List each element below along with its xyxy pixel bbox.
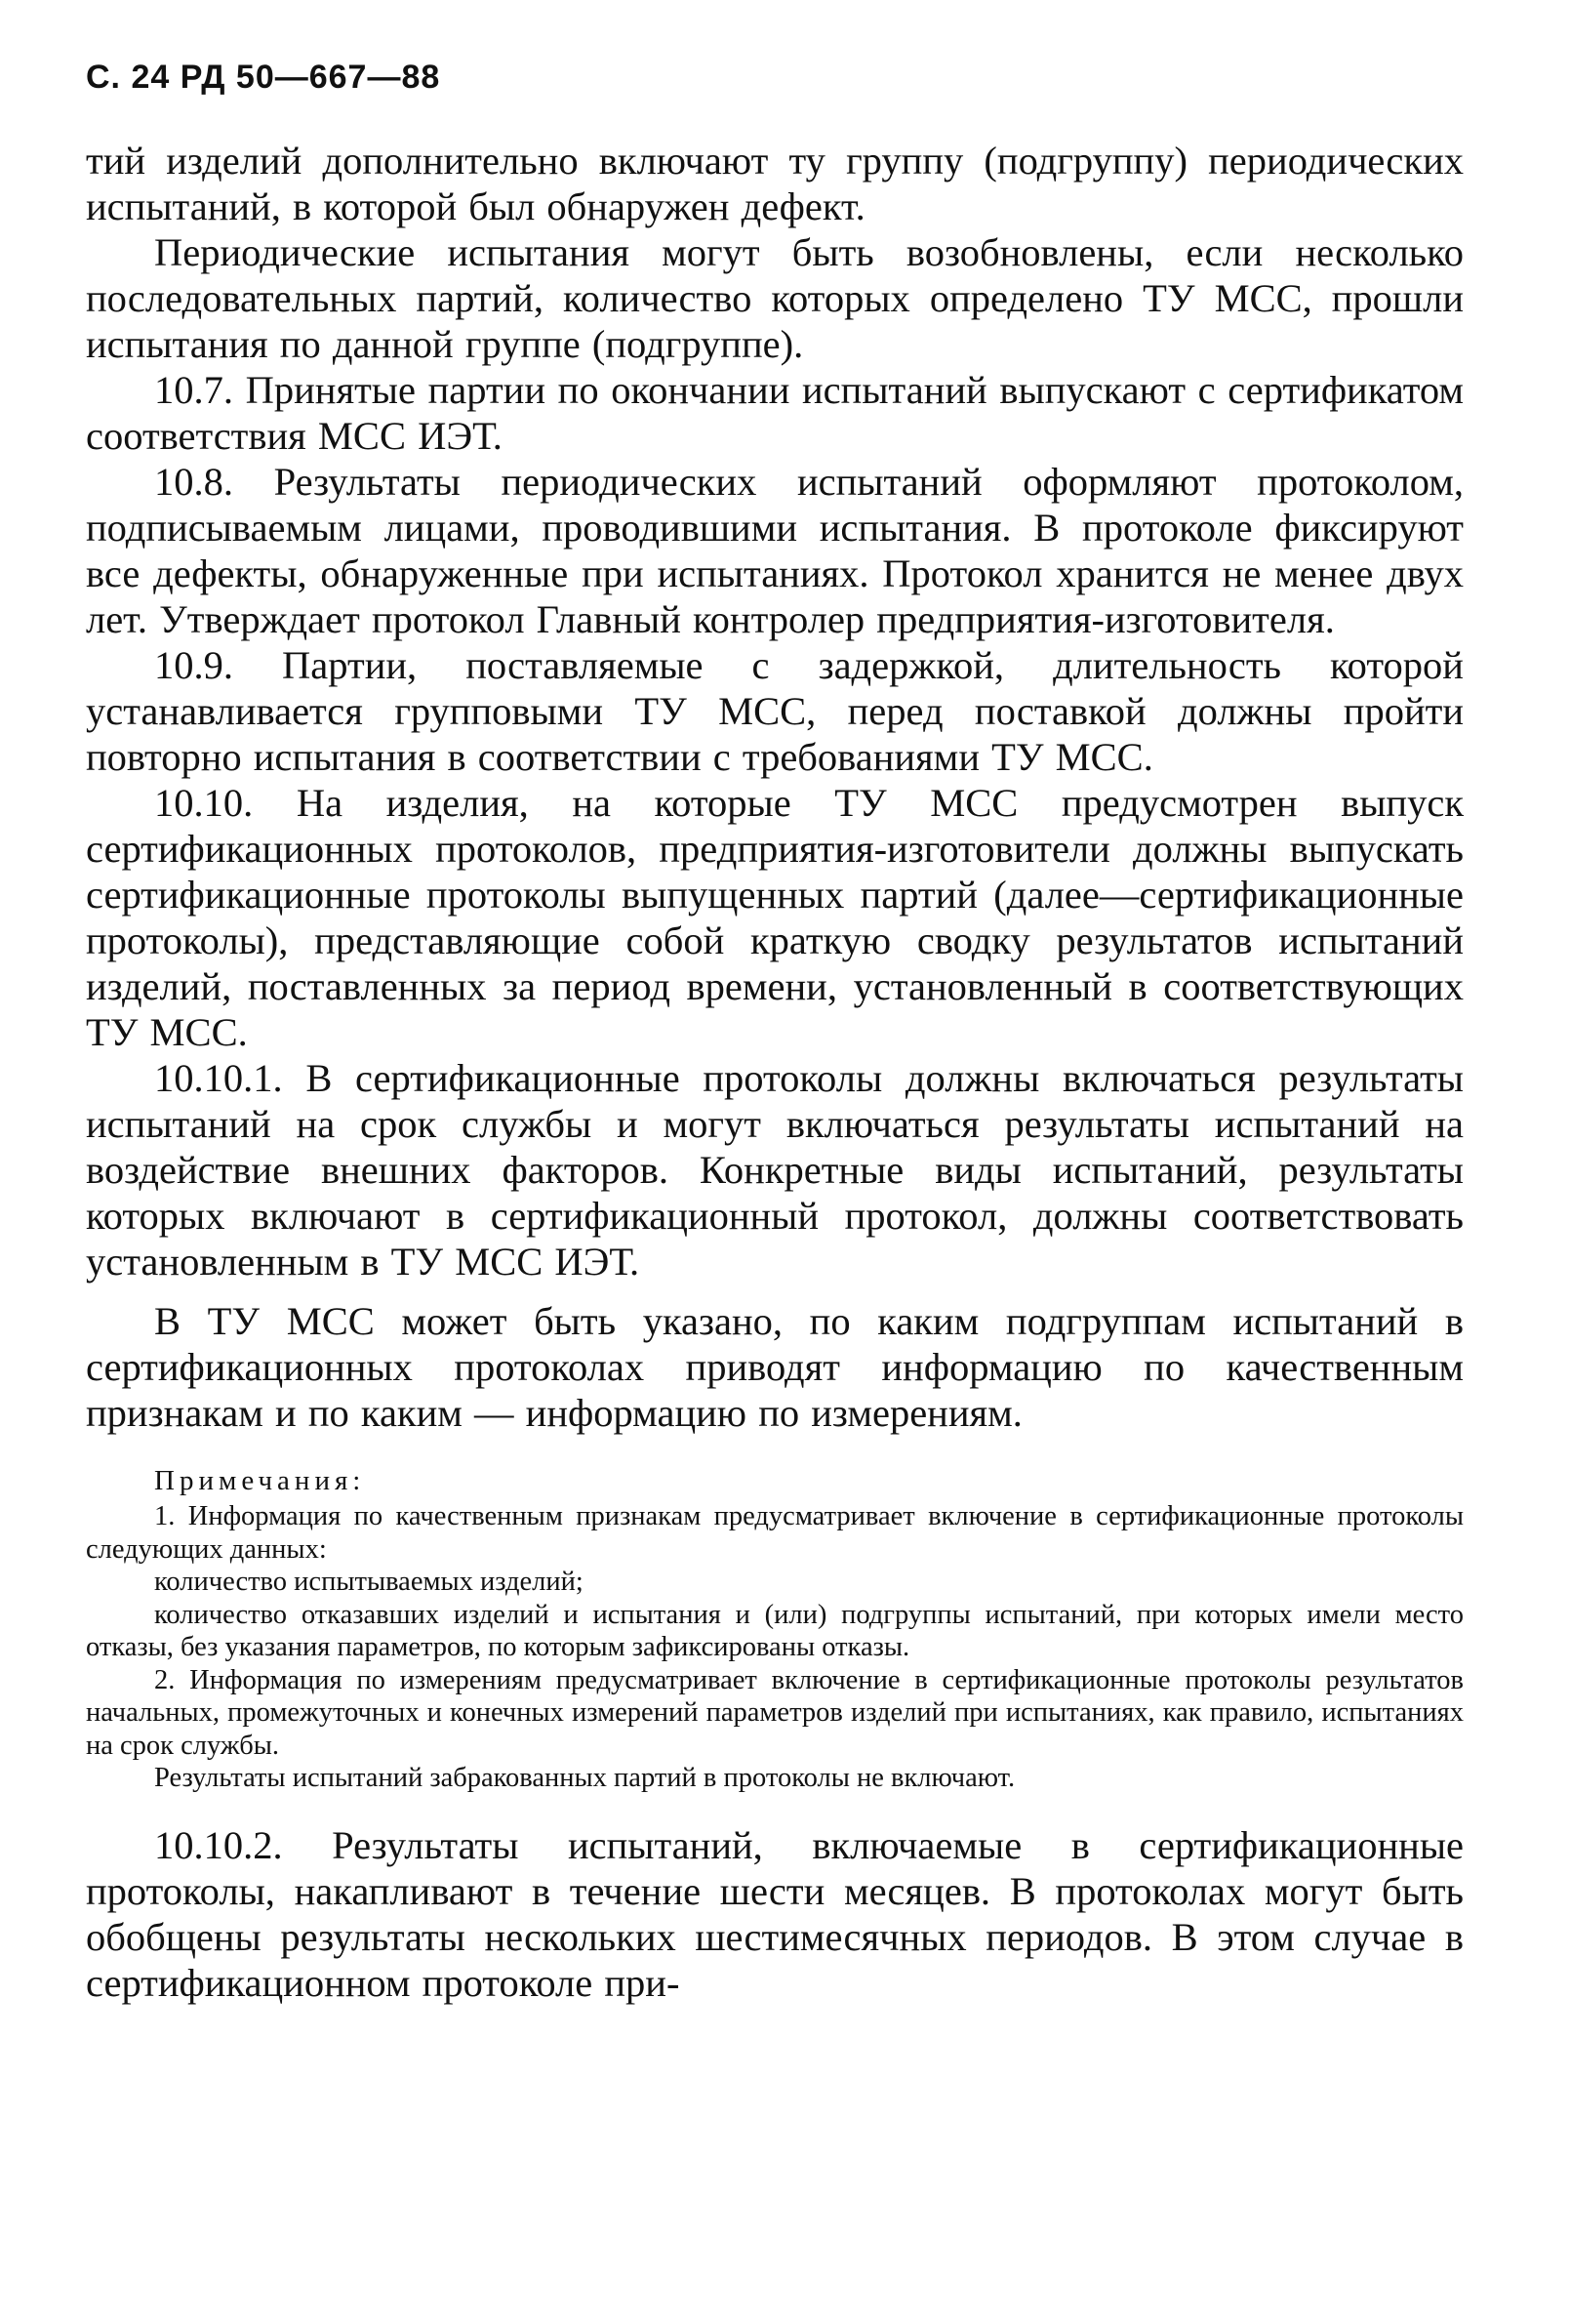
note-item-rejected: Результаты испытаний забракованных партий в протоколы не включают. <box>154 1763 1016 1793</box>
paragraph-periodic-resume: Периодические испытания могут быть возобновлены, если несколько последовательных партий, количество которых определено ТУ МСС, прошли испытания по данной группе (подгруппе). <box>86 230 1464 366</box>
paragraph-10-10-1: 10.10.1. В сертификационные протоколы должны включаться результаты испытаний на срок службы и могут включаться результаты испытаний на воздействие внешних факторов. Конкретные виды испытаний, результаты которых включают в сертификационный протокол, должны соответствовать установленным в ТУ МСС ИЭТ. <box>86 1056 1464 1284</box>
paragraph-10-10-2: 10.10.2. Результаты испытаний, включаемые в сертификационные протоколы, накапливают в течение шести месяцев. В протоколах могут быть обобщены результаты нескольких шестимесячных периодов. В этом случае в сертификационном протоколе при- <box>86 1822 1464 2005</box>
paragraph-10-7: 10.7. Принятые партии по окончании испытаний выпускают с сертификатом соответствия МСС ИЭТ. <box>86 368 1464 458</box>
note-item-count: количество испытываемых изделий; <box>154 1567 584 1597</box>
paragraph-continuation: тий изделий дополнительно включают ту группу (подгруппу) периодических испытаний, в которой был обнаружен дефект. <box>86 139 1464 228</box>
notes-block <box>86 1463 1464 1795</box>
paragraph-10-9: 10.9. Партии, поставляемые с задержкой, длительность которой устанавливается групповыми ТУ МСС, перед поставкой должны пройти повторно испытания в соответствии с требованиями ТУ МСС. <box>86 643 1464 779</box>
paragraph-10-10: 10.10. На изделия, на которые ТУ МСС предусмотрен выпуск сертификационных протоколов, предприятия-изготовители должны выпускать сертификационные протоколы выпущенных партий (далее—сертификационные протоколы), представляющие собой краткую сводку результатов испытаний изделий, поставленных за период времени, установленный в соответствующих ТУ МСС. <box>86 781 1464 1054</box>
paragraph-10-8: 10.8. Результаты периодических испытаний оформляют протоколом, подписываемым лицами, проводившими испытания. В протоколе фиксируют все дефекты, обнаруженные при испытаниях. Протокол хранится не менее двух лет. Утверждает протокол Главный контролер предприятия-изготовителя. <box>86 460 1464 641</box>
paragraph-subgroups: В ТУ МСС может быть указано, по каким подгруппам испытаний в сертификационных протоколах приводят информацию по качественным признакам и по каким — информацию по измерениям. <box>86 1299 1464 1435</box>
page-header: С. 24 РД 50—667—88 <box>86 59 441 96</box>
note-item-1: 1. Информация по качественным признакам предусматривает включение в сертификационные протоколы следующих данных: <box>86 1501 1464 1565</box>
document-page <box>86 59 1464 2006</box>
note-item-failures: количество отказавших изделий и испытания и (или) подгруппы испытаний, при которых имели место отказы, без указания параметров, по которым зафиксированы отказы. <box>86 1599 1464 1662</box>
notes-title: Примечания: <box>154 1465 366 1496</box>
note-item-2: 2. Информация по измерениям предусматривает включение в сертификационные протоколы результатов начальных, промежуточных и конечных измерений параметров изделий при испытаниях, как правило, испытаниях на срок службы. <box>86 1664 1464 1761</box>
